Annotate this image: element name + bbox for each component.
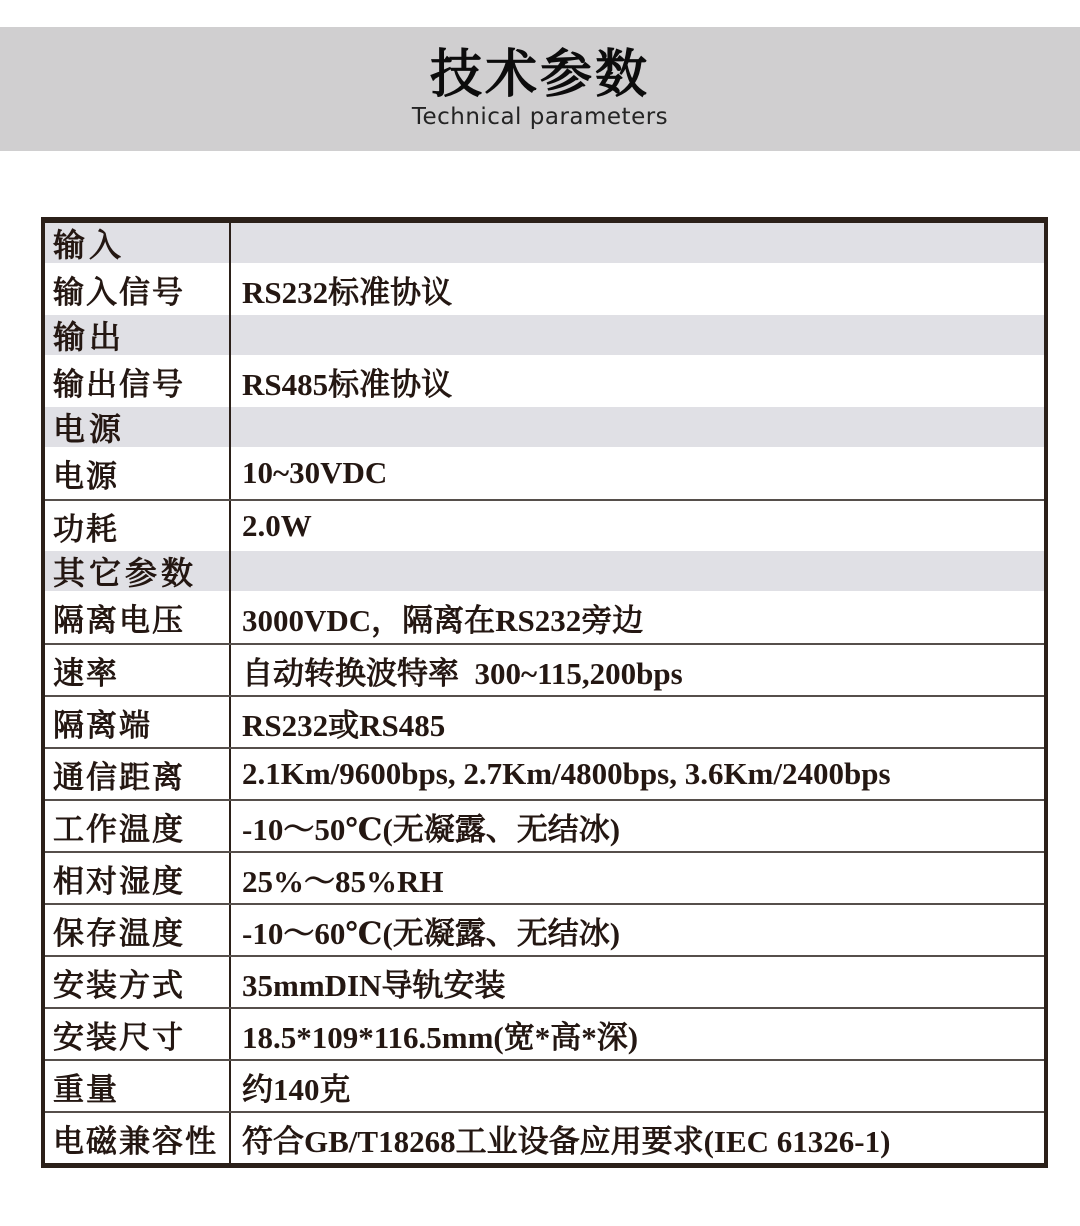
- table-row: [45, 851, 1044, 903]
- row-value-cell: 2.1Km/9600bps, 2.7Km/4800bps, 3.6Km/2400bps: [242, 756, 891, 791]
- row-label-cell: 安装尺寸: [45, 1009, 231, 1059]
- table-row: [45, 499, 1044, 551]
- row-label-cell: 安装方式: [45, 957, 231, 1007]
- row-label-cell: 保存温度: [45, 905, 231, 955]
- row-value-cell: 自动转换波特率 300~115,200bps: [242, 655, 683, 691]
- row-label-cell: 通信距离: [45, 749, 231, 799]
- row-label-cell: 重量: [45, 1061, 231, 1111]
- row-label-cell: 功耗: [45, 501, 231, 551]
- row-value-cell: RS232或RS485: [242, 707, 446, 743]
- row-value-cell: 2.0W: [242, 508, 312, 543]
- table-row: [45, 263, 1044, 315]
- row-value-cell: -10～50℃(无凝露、无结冰): [242, 811, 621, 847]
- row-value-cell: RS485标准协议: [242, 366, 453, 402]
- row-value-cell: -10～60℃(无凝露、无结冰): [242, 915, 621, 951]
- table-row: [45, 1007, 1044, 1059]
- row-value-cell: 18.5*109*116.5mm(宽*高*深): [242, 1019, 639, 1055]
- row-value-cell: RS232标准协议: [242, 274, 453, 310]
- row-value-cell: 10~30VDC: [242, 455, 388, 490]
- row-label-cell: 隔离端: [45, 697, 231, 747]
- row-value-cell: 符合GB/T18268工业设备应用要求(IEC 61326-1): [242, 1123, 891, 1159]
- table-row: [45, 315, 1044, 355]
- row-value-cell: [231, 551, 1044, 591]
- table-row: [45, 551, 1044, 591]
- table-row: [45, 747, 1044, 799]
- row-label-cell: 电源: [45, 407, 231, 447]
- row-label-cell: 输出: [45, 315, 231, 355]
- row-label-cell: 其它参数: [45, 551, 231, 591]
- table-row: [45, 1111, 1044, 1163]
- page-subtitle: Technical parameters: [411, 103, 669, 130]
- spec-table: [41, 217, 1048, 1168]
- table-row: [45, 903, 1044, 955]
- table-row: [45, 407, 1044, 447]
- row-label-cell: 输入信号: [45, 263, 231, 315]
- table-row: [45, 447, 1044, 499]
- page-title: 技术参数: [429, 45, 650, 106]
- row-value-cell: 3000VDC，隔离在RS232旁边: [242, 602, 644, 638]
- row-value-cell: [231, 407, 1044, 447]
- row-label-cell: 输入: [45, 223, 231, 263]
- title-band: [0, 27, 1080, 151]
- row-value-cell: [231, 223, 1044, 263]
- row-label-cell: 速率: [45, 645, 231, 695]
- table-row: [45, 695, 1044, 747]
- row-value-cell: 约140克: [242, 1071, 351, 1107]
- table-row: [45, 1059, 1044, 1111]
- row-value-cell: 25%～85%RH: [242, 863, 444, 899]
- table-row: [45, 955, 1044, 1007]
- row-label-cell: 工作温度: [45, 801, 231, 851]
- row-label-cell: 隔离电压: [45, 591, 231, 643]
- row-label-cell: 相对湿度: [45, 853, 231, 903]
- table-row: [45, 799, 1044, 851]
- row-label-cell: 输出信号: [45, 355, 231, 407]
- row-label-cell: 电源: [45, 447, 231, 499]
- row-value-cell: [231, 315, 1044, 355]
- row-value-cell: 35mmDIN导轨安装: [242, 967, 506, 1003]
- table-row: [45, 223, 1044, 263]
- table-row: [45, 591, 1044, 643]
- row-label-cell: 电磁兼容性: [45, 1113, 231, 1163]
- table-row: [45, 643, 1044, 695]
- table-row: [45, 355, 1044, 407]
